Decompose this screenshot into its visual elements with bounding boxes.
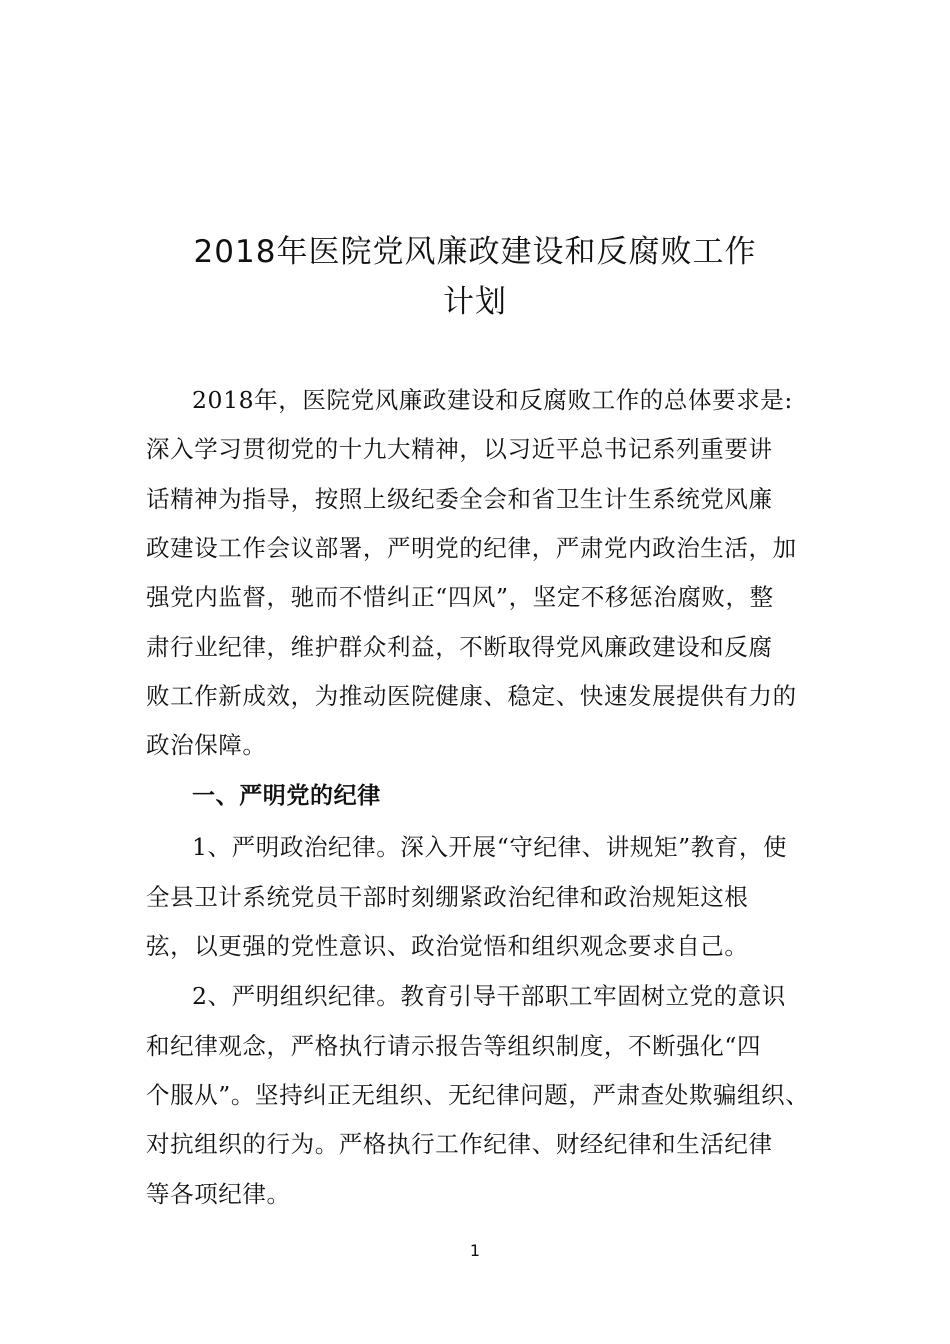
paragraph-line: 2018年，医院党风廉政建设和反腐败工作的总体要求是: — [192, 386, 793, 414]
paragraph-line: 强党内监督，驰而不惜纠正“四风”，坚定不移惩治腐败，整 — [146, 583, 774, 611]
paragraph-line: 败工作新成效，为推动医院健康、稳定、快速发展提供有力的 — [146, 682, 797, 710]
paragraph-line: 全县卫计系统党员干部时刻绷紧政治纪律和政治规矩这根 — [146, 883, 749, 911]
paragraph-line: 和纪律观念，严格执行请示报告等组织制度，不断强化“四 — [146, 1032, 762, 1060]
paragraph-line: 话精神为指导，按照上级纪委全会和省卫生计生系统党风廉 — [146, 485, 773, 513]
document-title-line-2: 计划 — [443, 284, 507, 320]
paragraph-line: 1、严明政治纪律。深入开展“守纪律、讲规矩”教育，使 — [192, 833, 788, 861]
paragraph-line: 等各项纪律。 — [146, 1180, 291, 1208]
paragraph-line: 深入学习贯彻党的十九大精神，以习近平总书记系列重要讲 — [146, 435, 773, 463]
paragraph-line: 对抗组织的行为。严格执行工作纪律、财经纪律和生活纪律 — [146, 1130, 773, 1158]
page-number: 1 — [469, 1241, 481, 1260]
paragraph-line: 肃行业纪律，维护群众利益，不断取得党风廉政建设和反腐 — [146, 633, 773, 661]
paragraph-line: 弦，以更强的党性意识、政治觉悟和组织观念要求自己。 — [146, 932, 749, 960]
paragraph-line: 政治保障。 — [146, 731, 267, 759]
paragraph-line: 个服从”。坚持纠正无组织、无纪律问题，严肃查处欺骗组织、 — [146, 1081, 810, 1109]
document-title-line-1: 2018年医院党风廉政建设和反腐败工作 — [193, 234, 757, 270]
paragraph-line: 2、严明组织纪律。教育引导干部职工牢固树立党的意识 — [192, 982, 786, 1010]
section-heading: 一、严明党的纪律 — [192, 783, 381, 809]
paragraph-line: 政建设工作会议部署，严明党的纪律，严肃党内政治生活，加 — [146, 534, 797, 562]
